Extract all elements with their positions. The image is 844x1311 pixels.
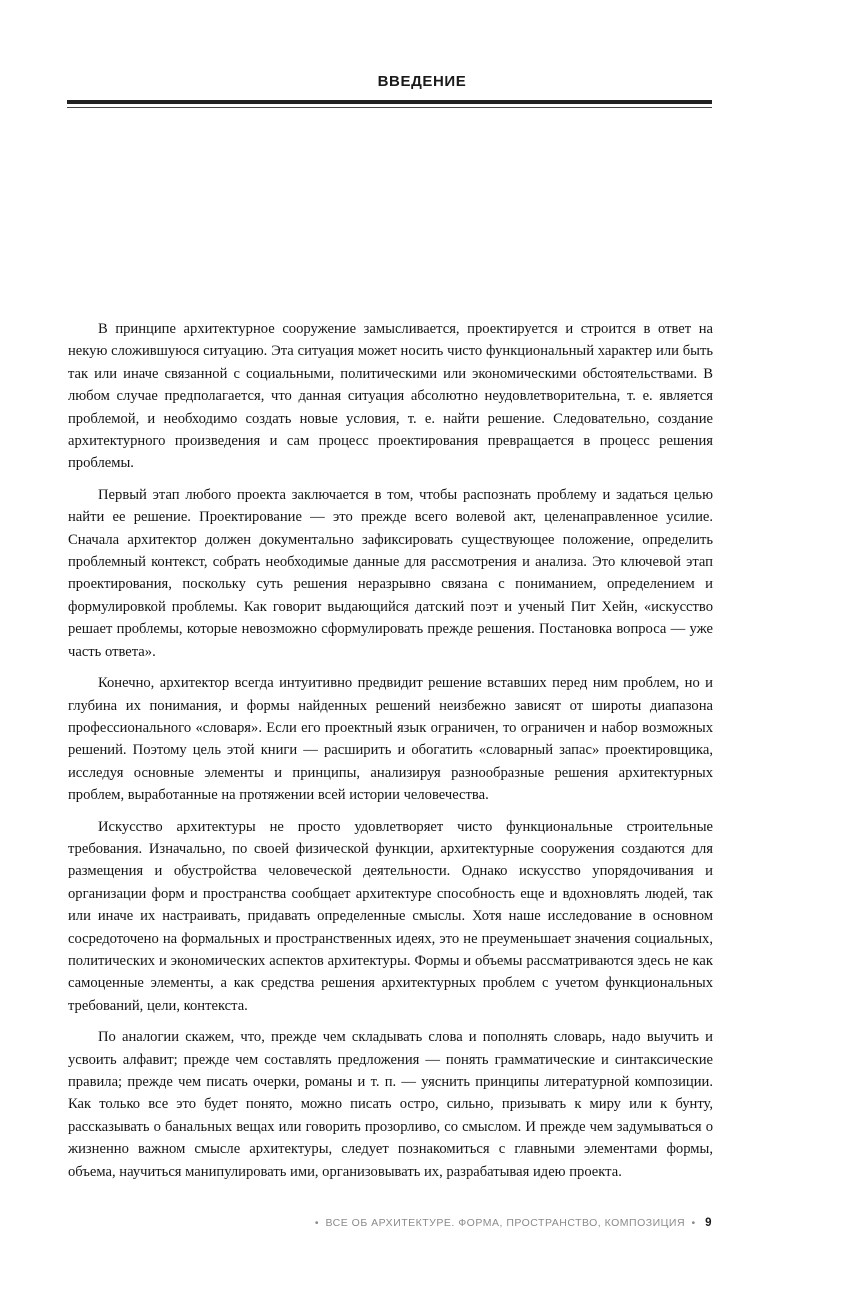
paragraph: Искусство архитектуры не просто удовлетворяет чисто функциональные строительные требования. Изначально, по своей физической функции, архитектурные сооружения создаются для размещения и обустройства человеческой деятельности. Однако искусство упорядочивания и организации форм и пространства сообщает архитектуре способность еще и вдохновлять людей, так или иначе их настраивать, придавать определенные смыслы. Хотя наше исследование в основном сосредоточено на формальных и пространственных идеях, это не преуменьшает значения социальных, политических и экономических аспектов архитектуры. Формы и объемы рассматриваются здесь не как самоценные элементы, а как средства решения архитектурных проблем с учетом функциональных требований, цели, контекста. xyxy=(68,818,713,1014)
paragraph: В принципе архитектурное сооружение замысливается, проектируется и строится в ответ на некую сложившуюся ситуацию. Эта ситуация может носить чисто функциональный характер или быть так или иначе связанной с социальными, политическими или экономическими обстоятельствами. В любом случае предполагается, что данная ситуация абсолютно неудовлетворительна, т. е. является проблемой, и необходимо создать новые условия, т. е. найти решение. Следовательно, создание архитектурного произведения и сам процесс проектирования превращается в процесс решения проблемы. xyxy=(68,321,713,472)
header-rule-thin xyxy=(67,107,712,108)
body-text xyxy=(68,318,713,1192)
running-title: ВСЕ ОБ АРХИТЕКТУРЕ. ФОРМА, ПРОСТРАНСТВО, КОМПОЗИЦИЯ xyxy=(325,1217,686,1229)
paragraph: Первый этап любого проекта заключается в том, чтобы распознать проблему и задаться целью найти ее решение. Проектирование — это прежде всего волевой акт, целенаправленное усилие. Сначала архитектор должен документально зафиксировать существующее положение, определить проблемный контекст, собрать необходимые данные для рассмотрения и анализа. Это ключевой этап проектирования, поскольку суть решения неразрывно связана с пониманием, определением и формулировкой проблемы. Как говорит выдающийся датский поэт и ученый Пит Хейн, «искусство решает проблемы, которые невозможно сформулировать прежде решения. Постановка вопроса — уже часть ответа». xyxy=(68,486,713,660)
footer-bullet-right: • xyxy=(691,1217,696,1229)
header-rule-thick xyxy=(67,100,712,104)
chapter-title: ВВЕДЕНИЕ xyxy=(377,73,467,90)
footer-bullet-left: • xyxy=(314,1217,320,1229)
paragraph: Конечно, архитектор всегда интуитивно предвидит решение вставших перед ним проблем, но и глубина их понимания, и формы найденных решений неизбежно зависят от широты диапазона профессионального «словаря». Если его проектный язык ограничен, то ограничен и набор возможных решений. Поэтому цель этой книги — расширить и обогатить «словарный запас» проектировщика, исследуя основные элементы и принципы, анализируя разнообразные решения архитектурных проблем, выработанные на протяжении всей истории человечества. xyxy=(68,675,713,804)
page-number: 9 xyxy=(705,1217,712,1229)
page-footer xyxy=(312,1217,712,1229)
paragraph: По аналогии скажем, что, прежде чем складывать слова и пополнять словарь, надо выучить и усвоить алфавит; прежде чем составлять предложения — понять грамматические и синтаксические правила; прежде чем писать очерки, романы и т. п. — уяснить принципы литературной композиции. Как только все это будет понято, можно писать остро, сильно, призывать к миру или к бунту, рассказывать о банальных вещах или говорить прозорливо, со смыслом. И прежде чем задумываться о жизненно важном смысле архитектуры, следует познакомиться с главными элементами формы, объема, научиться манипулировать ими, организовывать их, разрабатывая идею проекта. xyxy=(68,1029,713,1180)
